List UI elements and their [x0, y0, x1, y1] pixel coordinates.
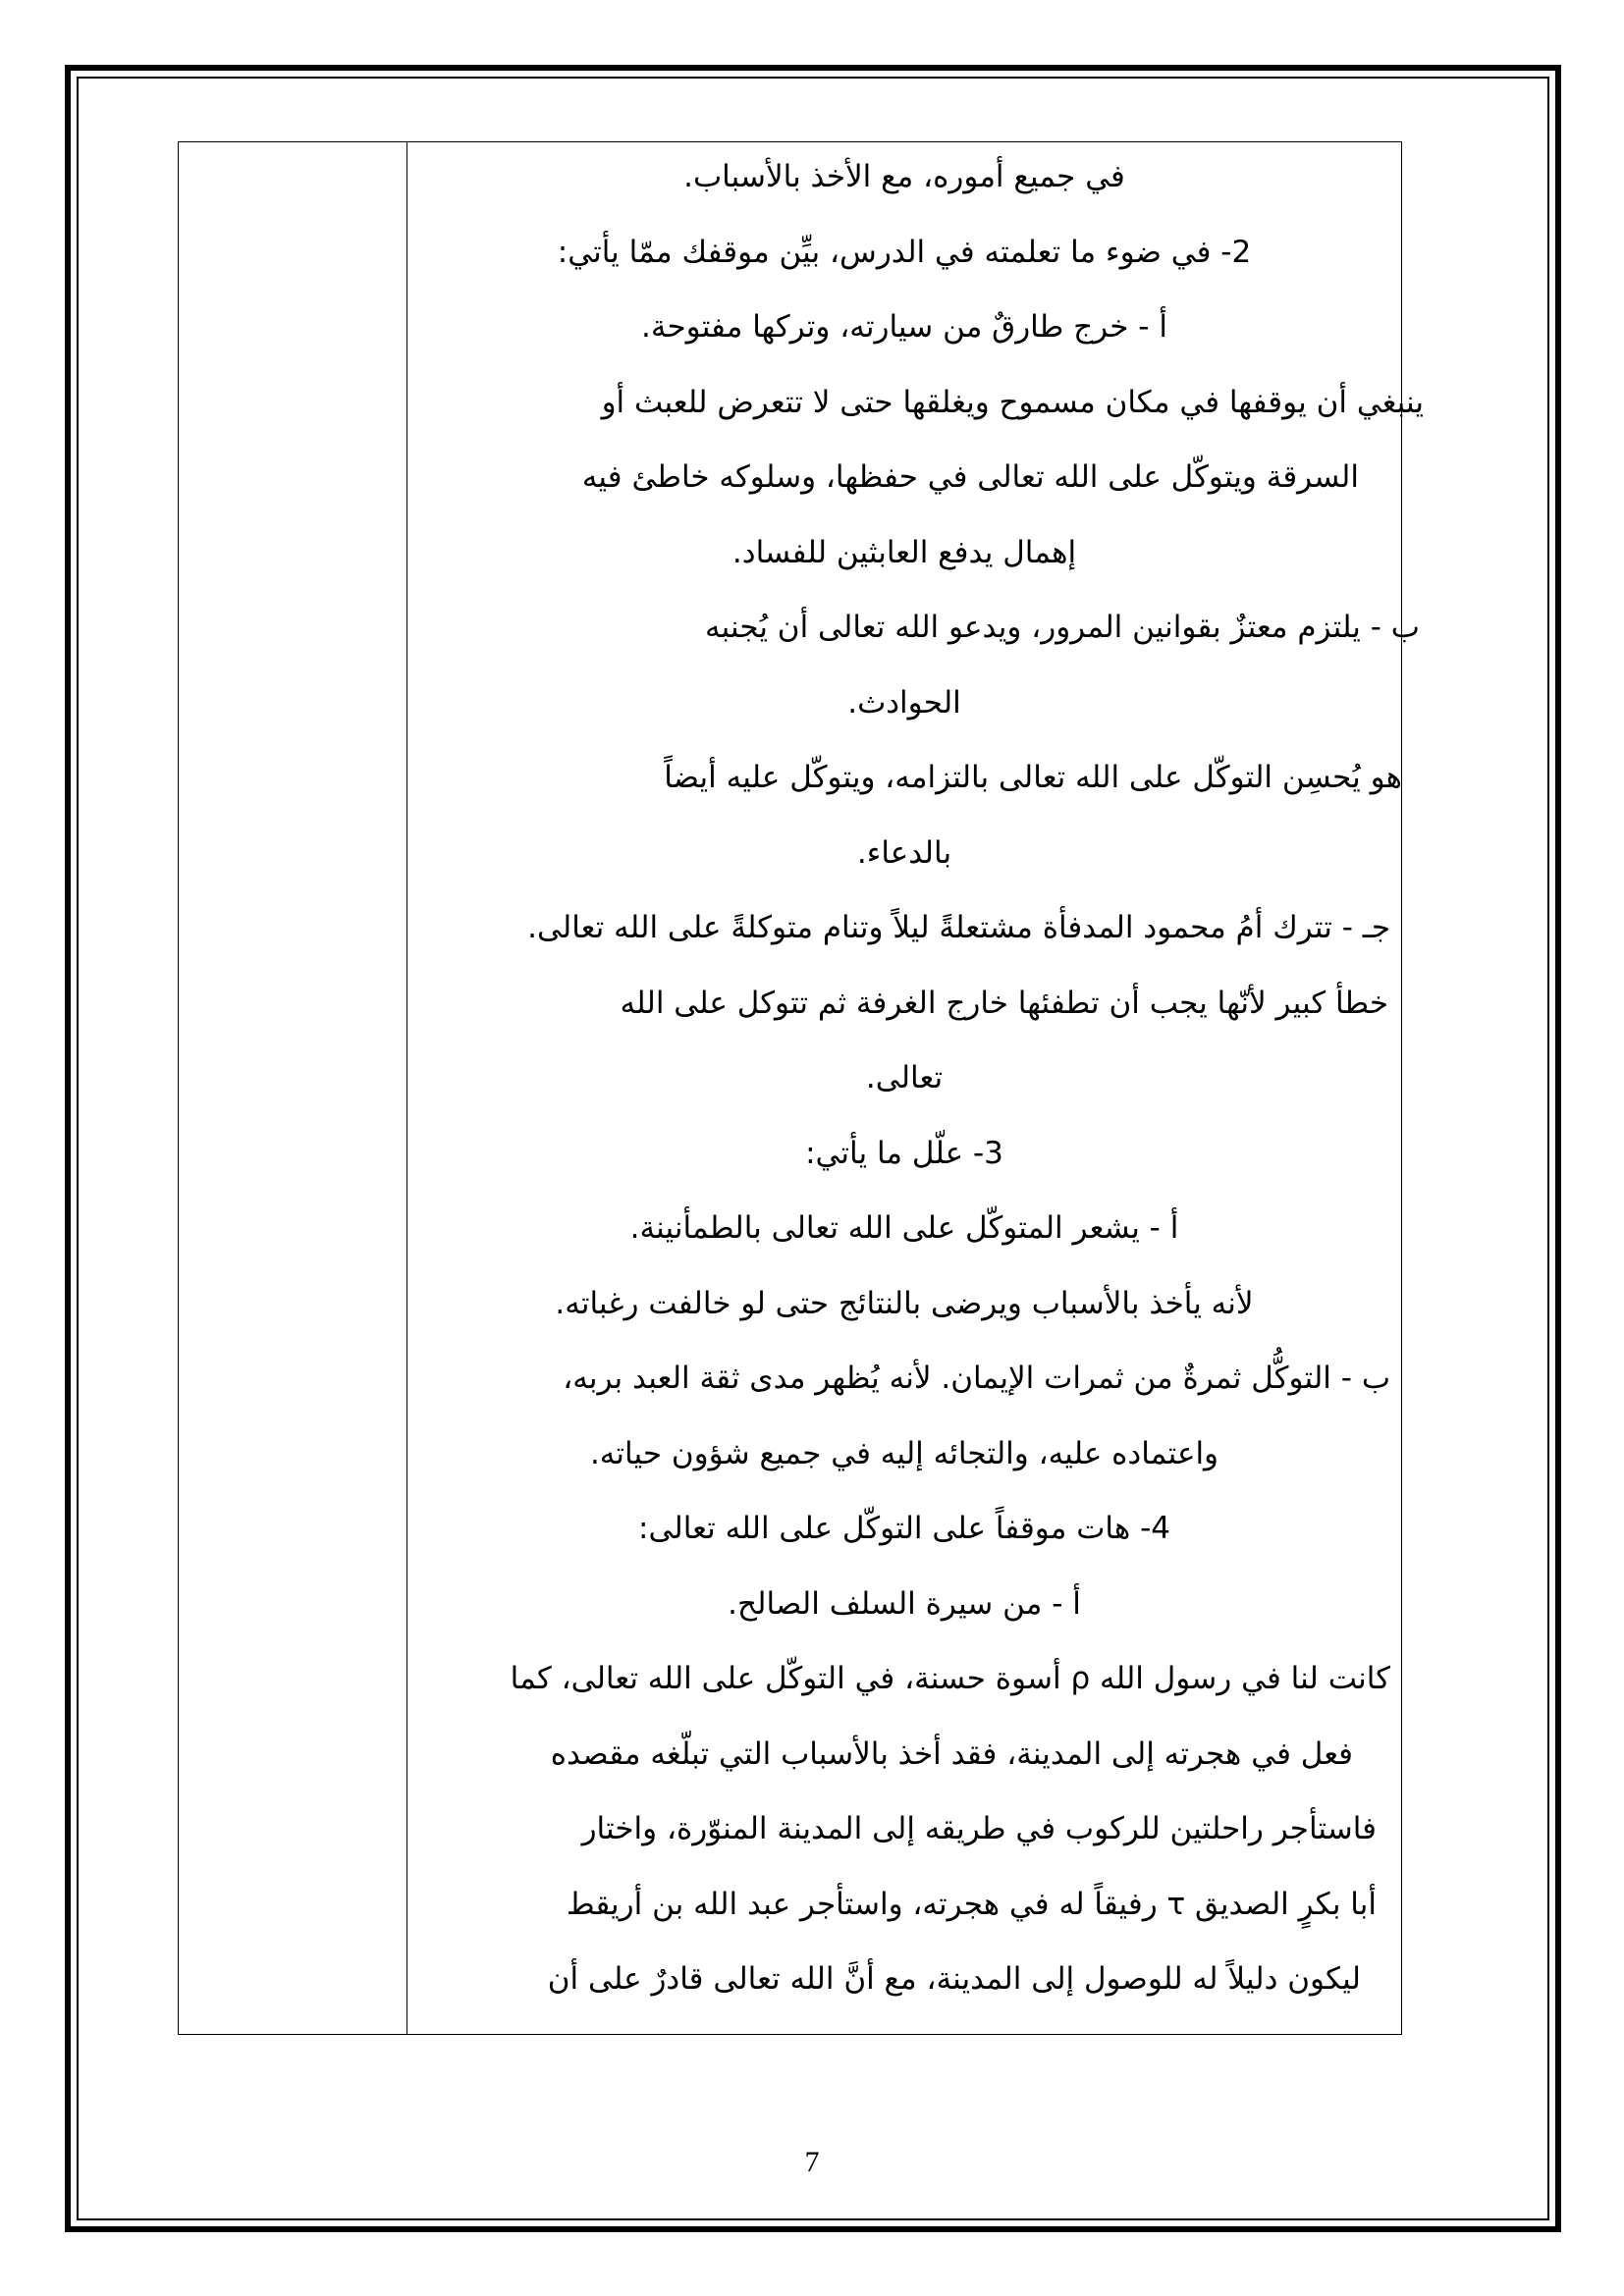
text-line: ب - التوكُّل ثمرةٌ من ثمرات الإيمان. لأنه يُظهر مدى ثقة العبد بربه،	[563, 1361, 1390, 1396]
text-line: إهمال يدفع العابثين للفساد.	[731, 535, 1077, 570]
answer-text-cell	[408, 141, 1424, 2035]
text-line: لأنه يأخذ بالأسباب ويرضى بالنتائج حتى لو خالفت رغباته.	[555, 1286, 1254, 1321]
text-line: كانت لنا في رسول الله ρ أسوة حسنة، في التوكّل على الله تعالى، كما	[510, 1661, 1390, 1696]
text-line: أ - خرج طارقٌ من سيارته، وتركها مفتوحة.	[641, 309, 1167, 345]
text-line: فعل في هجرته إلى المدينة، فقد أخذ بالأسباب التي تبلّغه مقصده	[550, 1736, 1353, 1772]
table-column-divider	[406, 141, 407, 2035]
page-number: 7	[804, 2146, 820, 2178]
text-line: أ - يشعر المتوكّل على الله تعالى بالطمأنينة.	[629, 1210, 1179, 1246]
text-line: واعتماده عليه، والتجائه إليه في جميع شؤون حياته.	[589, 1436, 1219, 1471]
text-line: 4- هات موقفاً على التوكّل على الله تعالى:	[638, 1511, 1170, 1546]
text-line: تعالى.	[865, 1060, 944, 1095]
text-line: السرقة ويتوكّل على الله تعالى في حفظها، وسلوكه خاطئ فيه	[581, 459, 1359, 495]
text-line: أ - من سيرة السلف الصالح.	[728, 1586, 1081, 1622]
text-line: ليكون دليلاً له للوصول إلى المدينة، مع أنَّ الله تعالى قادرٌ على أن	[547, 1961, 1361, 1997]
text-line: الحوادث.	[847, 685, 961, 721]
text-line: أبا بكرٍ الصديق τ رفيقاً له في هجرته، واستأجر عبد الله بن أريقط	[566, 1887, 1377, 1922]
text-line: فاستأجر راحلتين للركوب في طريقه إلى المدينة المنوّرة، واختار	[581, 1811, 1377, 1846]
text-line: 3- علّل ما يأتي:	[805, 1136, 1003, 1171]
text-line: في جميع أموره، مع الأخذ بالأسباب.	[683, 159, 1125, 194]
text-line: جـ - تترك أمُ محمود المدفأة مشتعلةً ليلاً وتنام متوكلةً على الله تعالى.	[527, 910, 1390, 945]
text-line: خطأ كبير لأنّها يجب أن تطفئها خارج الغرفة ثم تتوكل على الله	[620, 986, 1388, 1021]
text-line: 2- في ضوء ما تعلمته في الدرس، بيِّن موقفك ممّا يأتي:	[557, 235, 1252, 270]
text-line: ب - يلتزم معتزٌ بقوانين المرور، ويدعو الله تعالى أن يُجنبه	[704, 610, 1420, 645]
text-line: بالدعاء.	[856, 835, 952, 871]
text-line: ينبغي أن يوقفها في مكان مسموح ويغلقها حتى لا تتعرض للعبث أو	[601, 385, 1424, 420]
text-line: هو يُحسِن التوكّل على الله تعالى بالتزامه، ويتوكّل عليه أيضاً	[664, 760, 1402, 795]
